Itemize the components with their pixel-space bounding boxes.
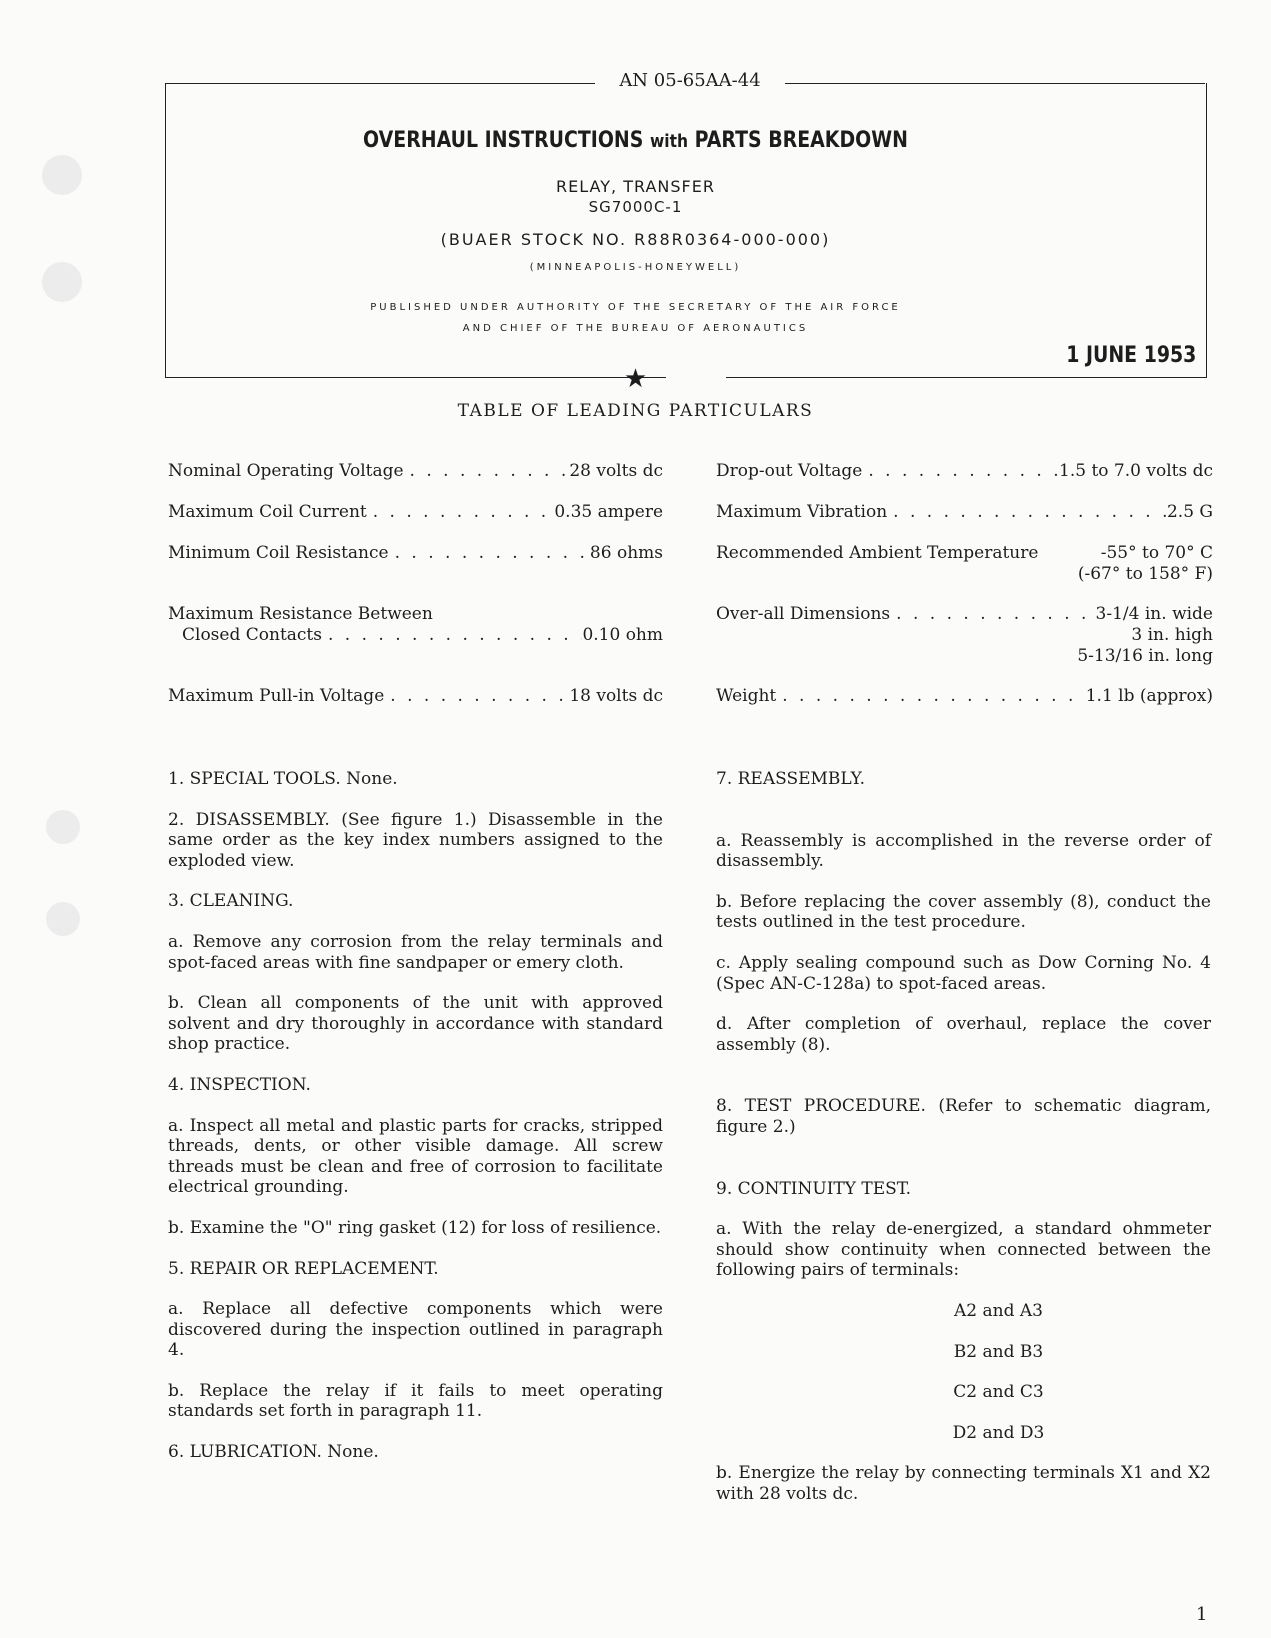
paragraph: 2. DISASSEMBLY. (See figure 1.) Disassemble in the same order as the key index numbers assigned to the exploded view.: [168, 809, 663, 871]
paragraph: b. Before replacing the cover assembly (8), conduct the tests outlined in the test procedure.: [716, 891, 1211, 933]
particular-item: Weight . . . 1.1 lb (approx): [716, 686, 1213, 707]
table-title: TABLE OF LEADING PARTICULARS: [457, 401, 814, 421]
particular-item: Maximum Vibration . . . 2.5 G: [716, 502, 1213, 523]
right-column: [716, 769, 1211, 1504]
paragraph: a. Replace all defective components which were discovered during the inspection outlined in paragraph 4.: [168, 1299, 663, 1361]
paragraph: 3. CLEANING.: [168, 891, 294, 912]
paragraph: 1. SPECIAL TOOLS. None.: [168, 769, 398, 789]
paragraph: a. Reassembly is accomplished in the reverse order of disassembly.: [716, 830, 1211, 872]
particular-item: Nominal Operating Voltage . . . 28 volts dc: [168, 461, 663, 482]
paragraph: d. After completion of overhaul, replace the cover assembly (8).: [716, 1014, 1211, 1055]
terminal-pair: A2 and A3: [954, 1300, 1043, 1321]
authority-line-1: PUBLISHED UNDER AUTHORITY OF THE SECRETARY OF THE AIR FORCE: [370, 302, 901, 313]
left-column: [168, 769, 663, 1463]
star-ornament: ★: [623, 364, 648, 394]
paragraph: b. Examine the "O" ring gasket (12) for loss of resilience.: [168, 1217, 662, 1238]
particular-item: Maximum Coil Current . . . 0.35 ampere: [168, 502, 663, 523]
particular-item: Maximum Pull-in Voltage . . . 18 volts dc: [168, 686, 663, 707]
paragraph: 8. TEST PROCEDURE. (Refer to schematic diagram, figure 2.): [716, 1096, 1211, 1137]
punch-hole: [46, 902, 80, 936]
paragraph: 5. REPAIR OR REPLACEMENT.: [168, 1258, 439, 1279]
paragraph: a. Inspect all metal and plastic parts for cracks, stripped threads, dents, or other visible damage. All screw threads must be clean and free of corrosion to facilitate electrical grounding.: [168, 1115, 663, 1198]
model-number: SG7000C-1: [588, 198, 683, 216]
paragraph: b. Energize the relay by connecting terminals X1 and X2 with 28 volts dc.: [716, 1463, 1211, 1504]
paragraph: b. Replace the relay if it fails to meet operating standards set forth in paragraph 11.: [168, 1380, 663, 1422]
publication-date: 1 JUNE 1953: [1065, 343, 1196, 368]
paragraph: 4. INSPECTION.: [168, 1074, 311, 1095]
paragraph: b. Clean all components of the unit with approved solvent and dry thoroughly in accordance with standard shop practice.: [168, 993, 663, 1055]
authority-line-2: AND CHIEF OF THE BUREAU OF AERONAUTICS: [462, 323, 809, 334]
particular-item: Over-all Dimensions . . . 3-1/4 in. wide 3 in. high 5-13/16 in. long: [716, 604, 1213, 667]
item-name: RELAY, TRANSFER: [556, 177, 715, 196]
particular-item: Drop-out Voltage . . . 1.5 to 7.0 volts dc: [716, 461, 1213, 482]
paragraph: 6. LUBRICATION. None.: [168, 1442, 379, 1463]
paragraph: a. Remove any corrosion from the relay terminals and spot-faced areas with fine sandpaper or emery cloth.: [168, 931, 663, 973]
particular-item: Minimum Coil Resistance . . . 86 ohms: [168, 543, 663, 564]
terminal-pair: B2 and B3: [953, 1341, 1044, 1362]
document-title: OVERHAUL INSTRUCTIONS with PARTS BREAKDOWN: [363, 128, 908, 153]
doc-number: AN 05-65AA-44: [619, 70, 761, 91]
terminal-pair: D2 and D3: [952, 1422, 1045, 1443]
particular-item: Recommended Ambient Temperature -55° to 70° C (-67° to 158° F): [716, 543, 1213, 584]
paragraph: 7. REASSEMBLY.: [716, 769, 866, 789]
stock-number: (BUAER STOCK NO. R88R0364-000-000): [440, 230, 831, 249]
paragraph: a. With the relay de-energized, a standard ohmmeter should show continuity when connected between the following pairs of terminals:: [716, 1219, 1211, 1281]
manufacturer: (MINNEAPOLIS-HONEYWELL): [529, 262, 742, 273]
punch-hole: [46, 810, 80, 844]
page-number: 1: [1196, 1604, 1208, 1625]
particular-item: Maximum Resistance Between Closed Contacts . . . 0.10 ohm: [168, 604, 663, 646]
paragraph: 9. CONTINUITY TEST.: [716, 1178, 912, 1199]
paragraph: c. Apply sealing compound such as Dow Corning No. 4 (Spec AN-C-128a) to spot-faced areas.: [716, 952, 1211, 994]
terminal-pair: C2 and C3: [953, 1382, 1044, 1403]
